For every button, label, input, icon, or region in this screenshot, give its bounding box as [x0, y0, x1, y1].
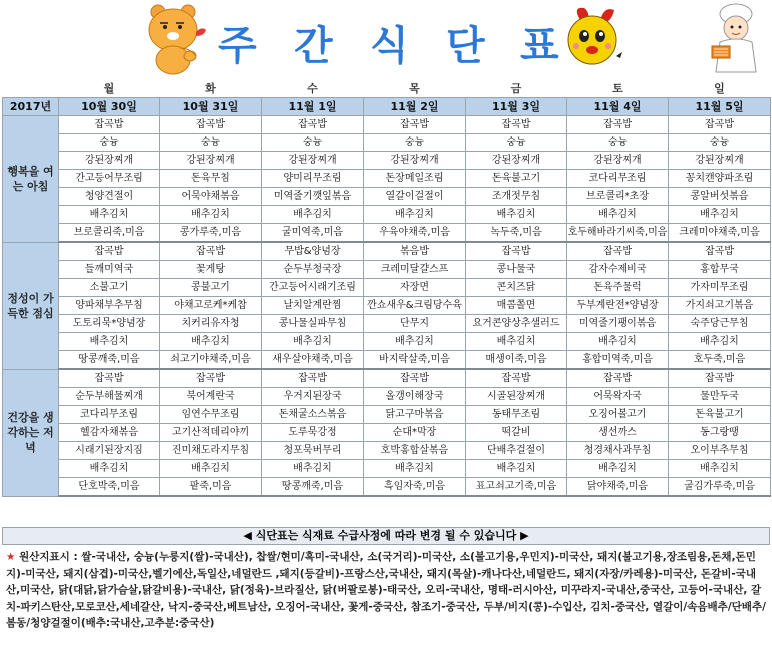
year-label: 2017년 — [3, 98, 59, 116]
meal-row — [3, 152, 771, 170]
meal-row — [3, 170, 771, 188]
menu-cell: 강된장찌개 — [364, 152, 466, 170]
menu-cell: 어묵왁자국 — [567, 388, 669, 406]
menu-cell: 배추김치 — [160, 333, 262, 351]
menu-cell: 배추김치 — [262, 460, 364, 478]
meal-row — [3, 442, 771, 460]
menu-cell: 순두부해물찌개 — [59, 388, 160, 406]
menu-cell: 임연수무조림 — [160, 406, 262, 424]
menu-cell: 배추김치 — [364, 333, 466, 351]
menu-cell: 크레미야채죽,미음 — [669, 224, 771, 243]
menu-cell: 조개젓무침 — [466, 188, 567, 206]
menu-cell: 배추김치 — [466, 206, 567, 224]
menu-cell: 강된장찌개 — [466, 152, 567, 170]
menu-cell: 볶음밥 — [364, 242, 466, 261]
menu-cell: 어묵야채볶음 — [160, 188, 262, 206]
menu-cell: 도루묵강정 — [262, 424, 364, 442]
menu-cell: 콘치즈닭 — [466, 279, 567, 297]
menu-cell: 감자수제비국 — [567, 261, 669, 279]
menu-cell: 단무지 — [364, 315, 466, 333]
date-cell: 11월 5일 — [669, 98, 771, 116]
menu-cell: 배추김치 — [364, 206, 466, 224]
menu-cell: 돈육불고기 — [669, 406, 771, 424]
menu-cell: 표고쇠고기죽,미음 — [466, 478, 567, 497]
meal-row — [3, 206, 771, 224]
menu-change-notice: ◀ 식단표는 식재료 수급사정에 따라 변경 될 수 있습니다 ▶ — [2, 527, 770, 545]
menu-cell: 무밥&양념장 — [262, 242, 364, 261]
menu-cell: 닭고구마볶음 — [364, 406, 466, 424]
menu-cell: 우거지된장국 — [262, 388, 364, 406]
meal-row — [3, 369, 771, 388]
menu-cell: 자장면 — [364, 279, 466, 297]
menu-cell: 돈육불고기 — [466, 170, 567, 188]
menu-cell: 돈육주물럭 — [567, 279, 669, 297]
menu-cell: 간고등어시래기조림 — [262, 279, 364, 297]
menu-cell: 가자미무조림 — [669, 279, 771, 297]
menu-cell: 숭늉 — [669, 134, 771, 152]
menu-cell: 돈채굴소스볶음 — [262, 406, 364, 424]
menu-cell: 숭늉 — [364, 134, 466, 152]
menu-cell: 가지쇠고기볶음 — [669, 297, 771, 315]
date-cell: 11월 4일 — [567, 98, 669, 116]
menu-cell: 배추김치 — [262, 206, 364, 224]
day-of-week-cell: 일 — [669, 80, 771, 98]
menu-cell: 브로콜리*초장 — [567, 188, 669, 206]
title-char: 주 — [218, 23, 257, 69]
date-cell: 10월 30일 — [59, 98, 160, 116]
menu-cell: 콩불고기 — [160, 279, 262, 297]
menu-cell: 흑임자죽,미음 — [364, 478, 466, 497]
menu-cell: 배추김치 — [669, 206, 771, 224]
menu-cell: 청양견절이 — [59, 188, 160, 206]
menu-cell: 헬감자채볶음 — [59, 424, 160, 442]
menu-cell: 오이부추무침 — [669, 442, 771, 460]
menu-cell: 순대*막장 — [364, 424, 466, 442]
menu-cell: 브로콜리죽,미음 — [59, 224, 160, 243]
meal-row — [3, 261, 771, 279]
menu-cell: 콩나물실파무침 — [262, 315, 364, 333]
title-char: 단 — [446, 23, 485, 69]
date-cell: 11월 2일 — [364, 98, 466, 116]
meal-row — [3, 242, 771, 261]
menu-cell: 코다리무조림 — [567, 170, 669, 188]
title-char: 간 — [294, 23, 333, 69]
menu-cell: 호두죽,미음 — [669, 351, 771, 370]
menu-cell: 배추김치 — [59, 460, 160, 478]
meal-row — [3, 406, 771, 424]
star-icon: ★ — [6, 551, 16, 563]
day-of-week-cell: 화 — [160, 80, 262, 98]
menu-cell: 강된장찌개 — [669, 152, 771, 170]
menu-cell: 오징어볼고기 — [567, 406, 669, 424]
day-of-week-row — [3, 80, 771, 98]
menu-cell: 콩가루죽,미음 — [160, 224, 262, 243]
meal-row — [3, 279, 771, 297]
meal-row — [3, 134, 771, 152]
menu-cell: 요거콘양상추샐러드 — [466, 315, 567, 333]
meal-row — [3, 388, 771, 406]
menu-cell: 돈육무침 — [160, 170, 262, 188]
date-row — [3, 98, 771, 116]
menu-cell: 동태무조림 — [466, 406, 567, 424]
menu-cell: 잡곡밥 — [567, 369, 669, 388]
menu-cell: 잡곡밥 — [567, 242, 669, 261]
menu-cell: 잡곡밥 — [466, 242, 567, 261]
menu-cell: 팥죽,미음 — [160, 478, 262, 497]
menu-cell: 배추김치 — [160, 206, 262, 224]
chef-mascot-icon — [706, 2, 768, 78]
menu-cell: 땅콩깨죽,미음 — [262, 478, 364, 497]
menu-cell: 호박홍합살볶음 — [364, 442, 466, 460]
menu-cell: 잡곡밥 — [160, 116, 262, 134]
origin-info — [6, 549, 768, 632]
menu-cell: 잡곡밥 — [160, 242, 262, 261]
menu-cell: 강된장찌개 — [160, 152, 262, 170]
meal-row — [3, 315, 771, 333]
meal-row — [3, 478, 771, 497]
menu-cell: 떡갈비 — [466, 424, 567, 442]
menu-cell: 배추김치 — [59, 333, 160, 351]
menu-cell: 배추김치 — [567, 206, 669, 224]
menu-cell: 잡곡밥 — [567, 116, 669, 134]
menu-cell: 잡곡밥 — [59, 369, 160, 388]
menu-cell: 잡곡밥 — [466, 116, 567, 134]
menu-cell: 동그랑땡 — [669, 424, 771, 442]
menu-cell: 우육야채죽,미음 — [364, 224, 466, 243]
meal-label: 정성이 가득한 점심 — [3, 242, 59, 369]
date-cell: 11월 3일 — [466, 98, 567, 116]
menu-cell: 숭늉 — [262, 134, 364, 152]
menu-cell: 홍합무국 — [669, 261, 771, 279]
menu-cell: 단배추걸절이 — [466, 442, 567, 460]
menu-cell: 배추김치 — [567, 460, 669, 478]
menu-cell: 고기산적데리야끼 — [160, 424, 262, 442]
menu-cell: 코다리무조림 — [59, 406, 160, 424]
menu-cell: 녹두죽,미음 — [466, 224, 567, 243]
menu-cell: 굴김가루죽,미음 — [669, 478, 771, 497]
title-char: 표 — [520, 23, 559, 69]
menu-cell: 청포묵버무리 — [262, 442, 364, 460]
menu-cell: 크레미달걀스프 — [364, 261, 466, 279]
menu-cell: 배추김치 — [364, 460, 466, 478]
meal-label: 건강을 생각하는 저녁 — [3, 369, 59, 496]
menu-cell: 양미리무조림 — [262, 170, 364, 188]
day-of-week-cell: 수 — [262, 80, 364, 98]
menu-cell: 매콤쫄면 — [466, 297, 567, 315]
menu-cell: 콩알버섯볶음 — [669, 188, 771, 206]
menu-cell: 잡곡밥 — [466, 369, 567, 388]
meal-row — [3, 297, 771, 315]
menu-cell: 숭늉 — [59, 134, 160, 152]
menu-cell: 매생이죽,미음 — [466, 351, 567, 370]
meal-row — [3, 351, 771, 370]
menu-cell: 배추김치 — [262, 333, 364, 351]
meal-row — [3, 333, 771, 351]
menu-cell: 순두부청국장 — [262, 261, 364, 279]
menu-cell: 잡곡밥 — [669, 369, 771, 388]
menu-cell: 콩나물국 — [466, 261, 567, 279]
menu-cell: 배추김치 — [669, 333, 771, 351]
menu-cell: 잡곡밥 — [669, 242, 771, 261]
menu-cell: 바지락살죽,미음 — [364, 351, 466, 370]
menu-cell: 진미채도라지무침 — [160, 442, 262, 460]
menu-cell: 도토리묵*양념장 — [59, 315, 160, 333]
menu-cell: 잡곡밥 — [364, 369, 466, 388]
menu-cell: 홍합미역죽,미음 — [567, 351, 669, 370]
menu-cell: 청경채사과무침 — [567, 442, 669, 460]
menu-cell: 숭늉 — [567, 134, 669, 152]
menu-cell: 시래기된장지짐 — [59, 442, 160, 460]
menu-cell: 잡곡밥 — [160, 369, 262, 388]
meal-row — [3, 188, 771, 206]
menu-cell: 호두해바라기씨죽,미음 — [567, 224, 669, 243]
menu-cell: 숭늉 — [160, 134, 262, 152]
day-of-week-cell: 월 — [59, 80, 160, 98]
day-of-week-cell: 토 — [567, 80, 669, 98]
menu-cell: 간고등어무조림 — [59, 170, 160, 188]
menu-cell: 생선까스 — [567, 424, 669, 442]
menu-cell: 깐쇼새우&크림당수육 — [364, 297, 466, 315]
meal-row — [3, 424, 771, 442]
menu-cell: 숭늉 — [466, 134, 567, 152]
menu-cell: 잡곡밥 — [262, 116, 364, 134]
bear-mascot-icon — [140, 2, 212, 76]
menu-cell: 배추김치 — [59, 206, 160, 224]
menu-cell: 잡곡밥 — [262, 369, 364, 388]
menu-cell: 배추김치 — [160, 460, 262, 478]
date-cell: 11월 1일 — [262, 98, 364, 116]
menu-cell: 강된장찌개 — [262, 152, 364, 170]
menu-cell: 굴미역죽,미음 — [262, 224, 364, 243]
menu-cell: 배추김치 — [466, 333, 567, 351]
meal-row — [3, 460, 771, 478]
menu-cell: 두부계란전*양념장 — [567, 297, 669, 315]
menu-cell: 잡곡밥 — [59, 242, 160, 261]
menu-cell: 북어계란국 — [160, 388, 262, 406]
menu-cell: 잡곡밥 — [364, 116, 466, 134]
menu-cell: 새우살야채죽,미음 — [262, 351, 364, 370]
meal-row — [3, 224, 771, 243]
menu-cell: 열갈이걸절이 — [364, 188, 466, 206]
date-cell: 10월 31일 — [160, 98, 262, 116]
menu-cell: 꽁치캔양파조림 — [669, 170, 771, 188]
menu-cell: 배추김치 — [567, 333, 669, 351]
menu-cell: 미역줄기깻잎볶음 — [262, 188, 364, 206]
corner-cell — [3, 80, 59, 98]
menu-cell: 닭야채죽,미음 — [567, 478, 669, 497]
menu-cell: 물만두국 — [669, 388, 771, 406]
menu-cell: 야채고로케*케찹 — [160, 297, 262, 315]
menu-cell: 숙주당근무침 — [669, 315, 771, 333]
origin-text: 원산지표시 : 쌀-국내산, 숭늉(누룽지(쌀)-국내산), 찹쌀/현미/흑미-국내산, 소(국거리)-미국산, 소(불고기용,우민지)-미국산, 돼지(불고기용,장조림용,돈채,돈민지)-미국산, 돼지(삼겹)-미국산,벨기에산,독일산,네덜란드 ,돼지(등갈비)-프랑스산,국내산, 돼지(목살)-캐나다산,네덜란드, 돼지(자장/카레용)-미국산, 돈갈비-국내산,미국산, 닭(대닭,닭가슴살,닭갈비용)-국내산, 닭(정육)-브라질산, 닭(버팔로봉)-태국산, 오리-국내산, 명태-러시아산, 미꾸라지-국내산,중국산, 고등어-국내산, 갈치-파키스탄산,모로코산,세네갈산, 낙지-중국산,베트남산, 오징어-국내산, 꽃게-중국산, 참조기-중국산, 두부/비지(콩)-수입산, 김치-중국산, 열갈이/속음배추/단배추/봄동/청양걸절이(배추:국내산,고추분:중국산) — [6, 551, 766, 629]
menu-cell: 땅콩깨죽,미음 — [59, 351, 160, 370]
menu-cell: 치커리유자청 — [160, 315, 262, 333]
menu-table — [2, 80, 771, 497]
menu-cell: 강된장찌개 — [59, 152, 160, 170]
header — [0, 0, 772, 78]
menu-cell: 배추김치 — [466, 460, 567, 478]
menu-cell: 시골된장찌개 — [466, 388, 567, 406]
rabbit-mascot-icon — [560, 6, 626, 72]
menu-cell: 단호박죽,미음 — [59, 478, 160, 497]
meal-label: 행복을 여는 아침 — [3, 116, 59, 243]
menu-cell: 소불고기 — [59, 279, 160, 297]
menu-cell: 들깨미역국 — [59, 261, 160, 279]
menu-cell: 미역줄기팽이볶음 — [567, 315, 669, 333]
menu-cell: 잡곡밥 — [669, 116, 771, 134]
menu-cell: 잡곡밥 — [59, 116, 160, 134]
menu-cell: 꽃게탕 — [160, 261, 262, 279]
menu-cell: 양파채부추무침 — [59, 297, 160, 315]
menu-cell: 올갱이해장국 — [364, 388, 466, 406]
meal-row — [3, 116, 771, 134]
menu-cell: 쇠고기야채죽,미음 — [160, 351, 262, 370]
menu-cell: 날치알계란찜 — [262, 297, 364, 315]
day-of-week-cell: 목 — [364, 80, 466, 98]
menu-cell: 돈장메일조림 — [364, 170, 466, 188]
day-of-week-cell: 금 — [466, 80, 567, 98]
title-char: 식 — [370, 23, 409, 69]
menu-cell: 강된장찌개 — [567, 152, 669, 170]
menu-cell: 배추김치 — [669, 460, 771, 478]
